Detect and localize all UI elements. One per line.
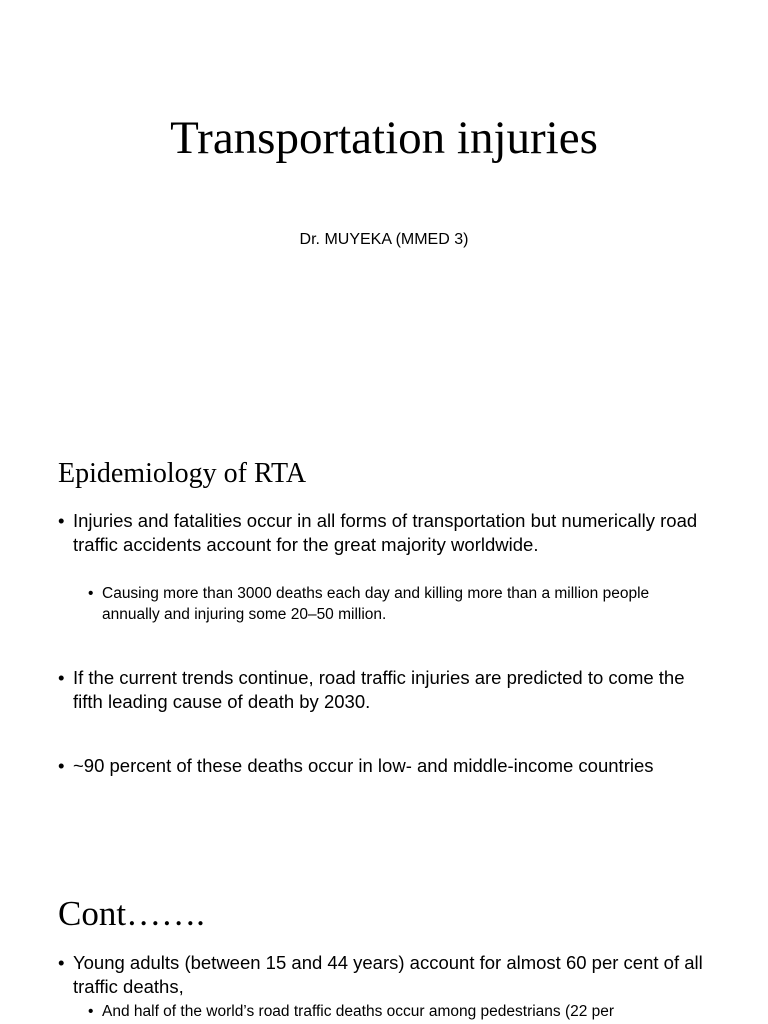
section-heading: Epidemiology of RTA bbox=[58, 458, 307, 489]
bullet-glyph: • bbox=[58, 510, 65, 531]
slide-epidemiology bbox=[0, 440, 768, 870]
bullet-text: Injuries and fatalities occur in all forms of transportation but numerically road traffic accidents account for the great majority worldwide. bbox=[73, 510, 698, 555]
slide-cont bbox=[0, 880, 768, 1024]
bullet-item bbox=[58, 666, 713, 714]
presenter-name: Dr. MUYEKA (MMED 3) bbox=[299, 231, 469, 248]
bullet-glyph: • bbox=[88, 585, 94, 602]
bullet-glyph: • bbox=[58, 755, 65, 776]
bullet-text: If the current trends continue, road traffic injuries are predicted to come the fifth leading cause of death by 2030. bbox=[73, 667, 685, 712]
bullet-glyph: • bbox=[88, 1003, 94, 1020]
bullet-glyph: • bbox=[58, 952, 65, 973]
presentation-title: Transportation injuries bbox=[170, 112, 598, 164]
bullet-item bbox=[58, 754, 713, 778]
bullet-text: Young adults (between 15 and 44 years) account for almost 60 per cent of all traffic deaths, bbox=[73, 952, 703, 997]
sub-bullet-item bbox=[88, 1001, 702, 1022]
slide-title-page bbox=[0, 0, 768, 420]
bullet-text: ~90 percent of these deaths occur in low- and middle-income countries bbox=[73, 755, 654, 776]
sub-bullet-item bbox=[88, 583, 702, 625]
section-heading: Cont……. bbox=[58, 894, 205, 933]
sub-bullet-text: And half of the world’s road traffic deaths occur among pedestrians (22 per bbox=[102, 1003, 615, 1020]
sub-bullet-text: Causing more than 3000 deaths each day and killing more than a million people annually and injuring some 20–50 million. bbox=[102, 585, 650, 623]
bullet-item bbox=[58, 951, 713, 999]
bullet-item bbox=[58, 509, 713, 557]
bullet-glyph: • bbox=[58, 667, 65, 688]
